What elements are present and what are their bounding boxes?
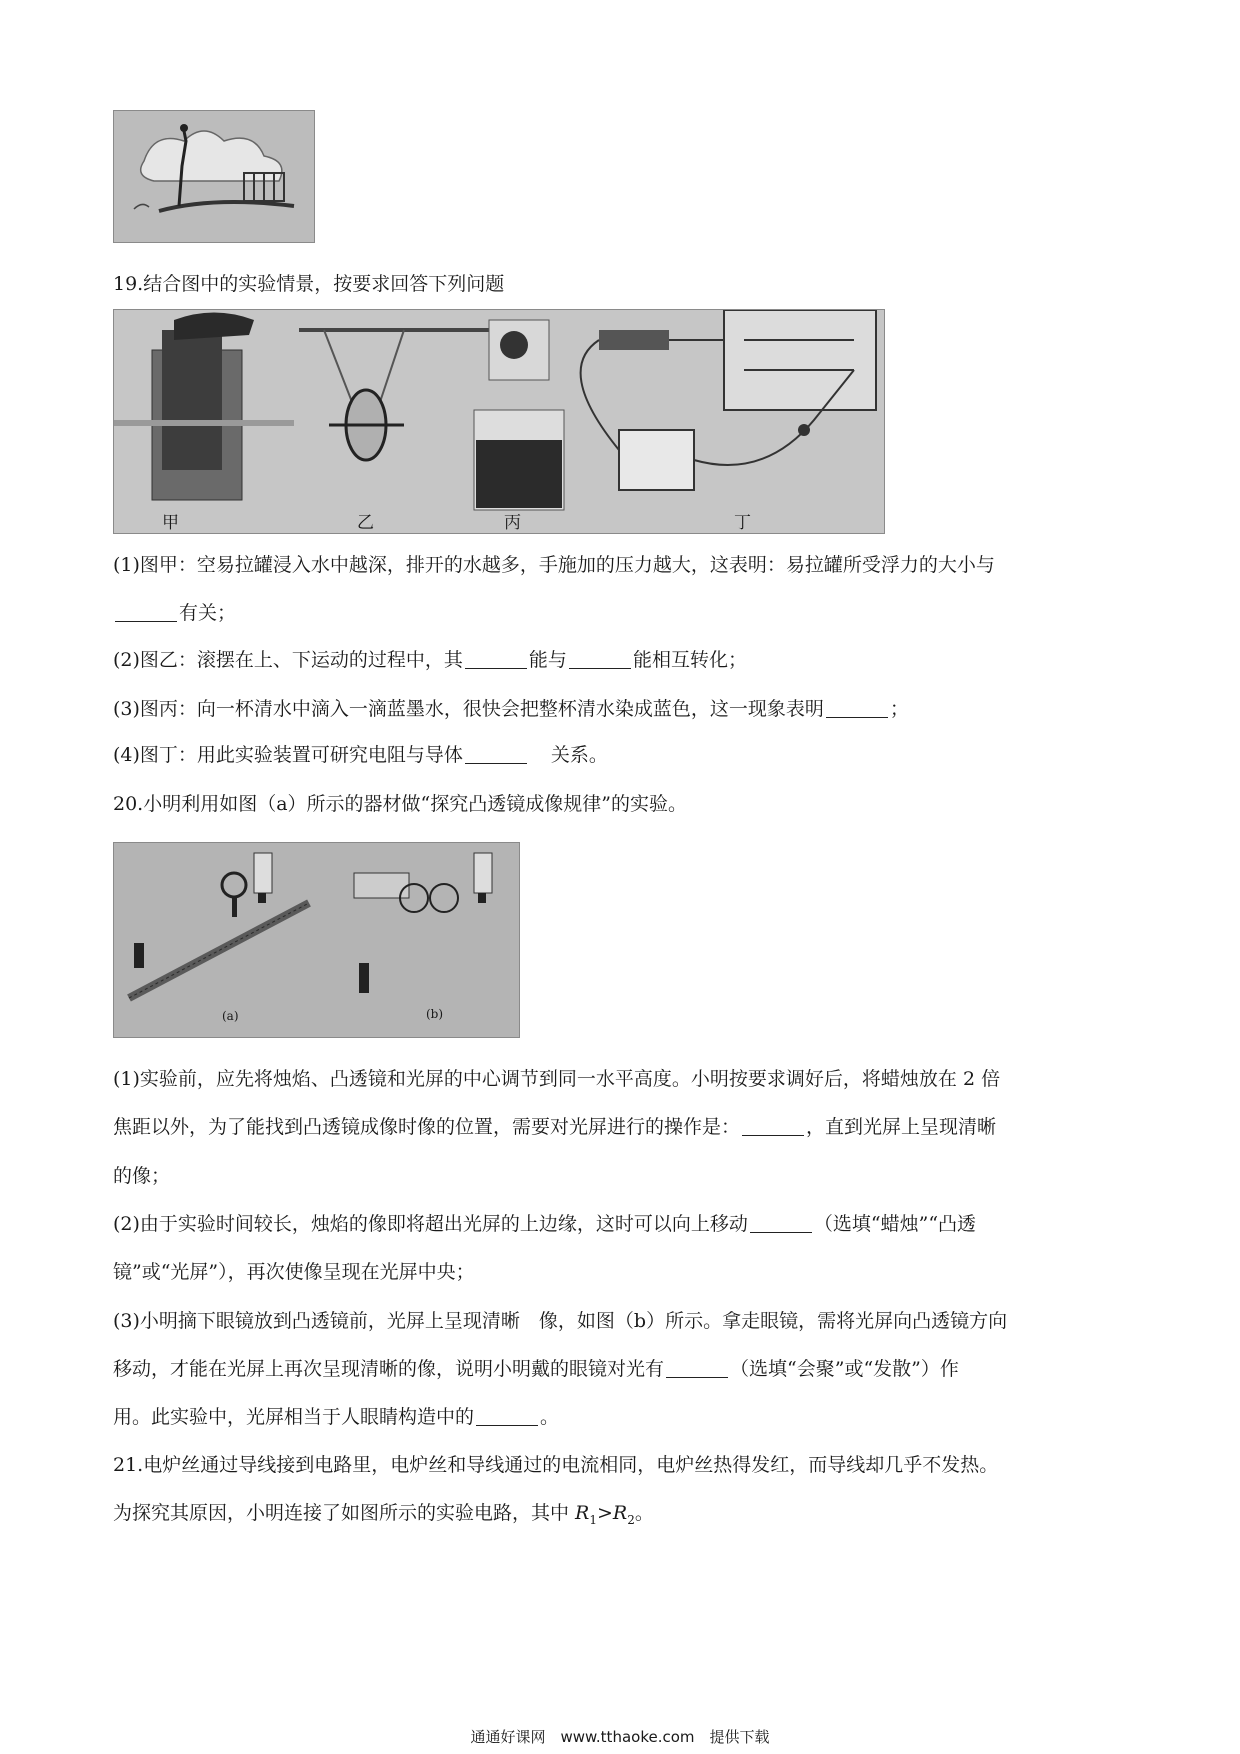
q20-part3-line1: (3)小明摘下眼镜放到凸透镜前，光屏上呈现清晰 像，如图（b）所示。拿走眼镜，需将光屏向凸透镜方向: [113, 1310, 1008, 1332]
q19-part1-line1: (1)图甲：空易拉罐浸入水中越深，排开的水越多，手施加的压力越大，这表明：易拉罐所受浮力的大小与: [113, 554, 995, 576]
answer-blank[interactable]: [569, 650, 631, 669]
diver-illustration: [114, 111, 314, 242]
q19-experiments-illustration: [114, 310, 884, 533]
q19-title: 19.结合图中的实验情景，按要求回答下列问题: [113, 273, 505, 295]
answer-blank[interactable]: [465, 745, 527, 764]
top-figure-image: [113, 110, 315, 243]
q19-part1-line2: 有关；: [113, 601, 236, 625]
q19-label-bing: 丙: [504, 513, 521, 533]
answer-blank[interactable]: [826, 699, 888, 718]
answer-blank[interactable]: [666, 1359, 728, 1378]
q19-figure-image: [113, 309, 885, 534]
q20-part3-line3: 用。此实验中，光屏相当于人眼睛构造中的 。: [113, 1406, 560, 1428]
q19-label-ding: 丁: [734, 513, 751, 533]
q19-part2: (2)图乙：滚摆在上、下运动的过程中，其 能与 能相互转化；: [113, 649, 747, 671]
q19-part4: (4)图丁：用此实验装置可研究电阻与导体 关系。: [113, 744, 608, 766]
q20-label-b: (b): [426, 1007, 444, 1021]
q19-part3: (3)图丙：向一杯清水中滴入一滴蓝墨水，很快会把整杯清水染成蓝色，这一现象表明 ；: [113, 698, 909, 720]
answer-blank[interactable]: [750, 1214, 812, 1233]
answer-blank[interactable]: [115, 603, 177, 622]
q20-part3-line2: 移动，才能在光屏上再次呈现清晰的像，说明小明戴的眼镜对光有 （选填“会聚”或“发散”）作: [113, 1358, 959, 1380]
q20-part2-line2: 镜”或“光屏”），再次使像呈现在光屏中央；: [113, 1261, 475, 1283]
q19-label-jia: 甲: [162, 513, 179, 533]
answer-blank[interactable]: [742, 1117, 804, 1136]
q20-label-a: (a): [222, 1009, 239, 1023]
q20-part1-line2: 焦距以外，为了能找到凸透镜成像时像的位置，需要对光屏进行的操作是： ，直到光屏上呈现清晰: [113, 1116, 997, 1138]
q20-part2-line1: (2)由于实验时间较长，烛焰的像即将超出光屏的上边缘，这时可以向上移动 （选填“蜡烛”“凸透: [113, 1213, 977, 1235]
q19-label-yi: 乙: [357, 513, 374, 533]
q21-line2: 为探究其原因，小明连接了如图所示的实验电路，其中 $R_1>R_2$。: [113, 1502, 654, 1527]
q20-lens-illustration: [114, 843, 519, 1037]
q20-part1-line1: (1)实验前，应先将烛焰、凸透镜和光屏的中心调节到同一水平高度。小明按要求调好后，将蜡烛放在 2 倍: [113, 1068, 1001, 1090]
answer-blank[interactable]: [465, 650, 527, 669]
q20-figure-image: [113, 842, 520, 1038]
q20-part1-line3: 的像；: [113, 1165, 171, 1187]
answer-blank[interactable]: [476, 1407, 538, 1426]
q20-title: 20.小明利用如图（a）所示的器材做“探究凸透镜成像规律”的实验。: [113, 793, 687, 815]
q21-line1: 21.电炉丝通过导线接到电路里，电炉丝和导线通过的电流相同，电炉丝热得发红，而导线却几乎不发热。: [113, 1454, 999, 1476]
page-footer: 通通好课网 www.tthaoke.com 提供下载: [470, 1728, 770, 1746]
